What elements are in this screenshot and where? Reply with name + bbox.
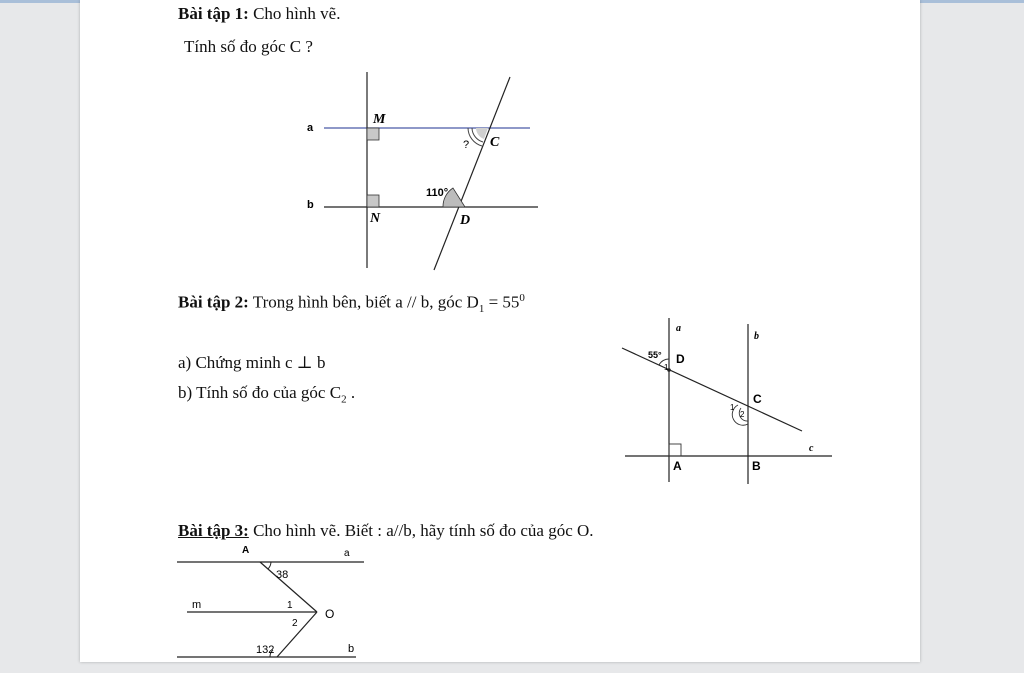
ex1-point-m: M [373, 112, 386, 127]
ex2-point-b: B [752, 459, 761, 473]
ex2-angle-55: 55° [648, 350, 662, 360]
ex3-angle-38: 38 [276, 569, 289, 581]
ex2-num-2-c: 2 [740, 410, 745, 419]
ex2-num-1-d: 1 [664, 363, 669, 372]
ex1-point-n: N [370, 211, 381, 226]
ex3-title: Bài tập 3: [178, 521, 249, 540]
ex2-label-a: a [676, 323, 681, 334]
ex1-title: Bài tập 1: [178, 4, 249, 23]
ex2-statement-sub: 1 [478, 303, 485, 316]
ex1-point-d: D [460, 213, 471, 228]
ex2-statement: Trong hình bên, biết a // b, góc D [252, 292, 479, 312]
ex1-point-c: C [490, 135, 500, 150]
ex3-statement: Cho hình vẽ. Biết : a//b, hãy tính số đo của góc O. [248, 521, 594, 540]
ex1-label-a: a [307, 122, 314, 134]
ex2-title: Bài tập 2: [178, 292, 249, 312]
ex2-num-1-c: 1 [730, 403, 735, 412]
ex3-figure [80, 0, 920, 662]
ex3-num-2: 2 [292, 618, 298, 629]
ex1-label-b: b [307, 199, 314, 211]
ex2-point-c: C [753, 392, 762, 406]
document-page [80, 0, 920, 662]
ex2-part-a: a) Chứng minh c ⊥ b [178, 353, 326, 372]
ex2-part-b-text: b) Tính số đo của góc C [178, 383, 342, 402]
ex3-angle-132: 132 [256, 644, 275, 656]
ex1-question: Tính số đo góc C ? [184, 37, 313, 56]
ex3-label-a: a [344, 548, 350, 559]
ex2-point-d: D [676, 352, 685, 366]
ex2-statement-sup: 0 [519, 292, 525, 304]
ex1-angle-110: 110° [426, 187, 449, 199]
ex3-label-b: b [348, 643, 355, 655]
ex2-point-a: A [673, 459, 682, 473]
ex2-label-c: c [809, 443, 814, 454]
ex1-title-rest: Cho hình vẽ. [253, 4, 341, 23]
ex1-question-mark: ? [463, 139, 470, 151]
ex2-label-b: b [754, 331, 759, 342]
ex3-point-o: O [325, 607, 335, 621]
ex2-statement-end: = 55 [484, 292, 520, 312]
ex2-part-b-end: . [346, 383, 356, 402]
ex3-num-1: 1 [287, 600, 293, 611]
ex2-part-b-sub: 2 [341, 393, 347, 406]
ex3-label-m: m [192, 599, 202, 611]
ex3-point-a: A [242, 545, 250, 556]
